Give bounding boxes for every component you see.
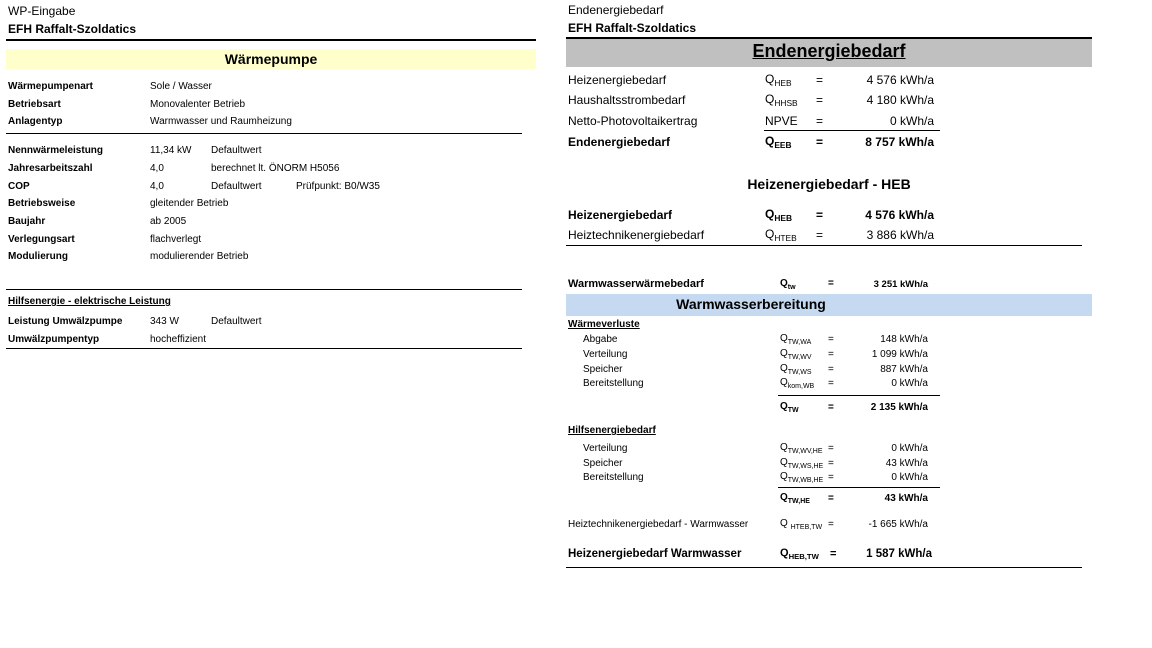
heb-ww-symbol: $Q_{HEB,TW}$: [780, 547, 819, 561]
equals: =: [828, 443, 834, 454]
energy-label: Heiztechnikenergiebedarf: [568, 228, 705, 242]
field-value: Warmwasser und Raumheizung: [150, 116, 292, 127]
aux-energy-title: Hilfsenergie - elektrische Leistung: [8, 296, 171, 307]
ww-demand-symbol: $Q_{tw}$: [780, 278, 796, 291]
aux-value: 0 kWh/a: [891, 443, 928, 454]
right-header-title: Endenergiebedarf: [568, 3, 664, 17]
equals: =: [828, 458, 834, 469]
aux-value: 0 kWh/a: [891, 472, 928, 483]
equals: =: [816, 93, 824, 107]
aux-total-value: 43 kWh/a: [884, 493, 928, 504]
aux-label: Verteilung: [583, 443, 628, 454]
field-note: Defaultwert: [211, 316, 262, 327]
equals: =: [828, 349, 834, 360]
equals: =: [828, 334, 834, 345]
sum-rule: [778, 487, 940, 488]
aux-total-symbol: $Q_{TW,HE}$: [780, 492, 810, 505]
field-label: Modulierung: [8, 251, 68, 262]
divider: [566, 245, 1082, 246]
loss-label: Abgabe: [583, 334, 618, 345]
energy-symbol: $Q_{EEB}$: [765, 134, 792, 150]
heat-pump-title: Wärmepumpe: [224, 51, 318, 67]
heb-ww-label: Heizenergiebedarf Warmwasser: [568, 548, 742, 560]
aux-symbol: $Q_{TW,WB,HE}$: [780, 471, 824, 484]
field-label: Betriebsart: [8, 99, 61, 110]
field-value: hocheffizient: [150, 334, 206, 345]
loss-label: Bereitstellung: [583, 378, 644, 389]
energy-symbol: NPVE: [765, 114, 798, 128]
field-value: 4,0: [150, 181, 164, 192]
energy-value: 4 576 kWh/a: [866, 73, 934, 87]
losses-title: Wärmeverluste: [568, 319, 640, 330]
aux-value: 43 kWh/a: [885, 458, 928, 469]
right-header-project: EFH Raffalt-Szoldatics: [568, 21, 697, 35]
loss-label: Verteilung: [583, 349, 628, 360]
energy-symbol: $Q_{HHSB}$: [765, 92, 798, 108]
energy-label: Netto-Photovoltaikertrag: [568, 114, 698, 128]
loss-total-symbol: $Q_{TW}$: [780, 401, 799, 414]
field-label: Betriebsweise: [8, 198, 76, 209]
field-value: modulierender Betrieb: [150, 251, 249, 262]
equals: =: [828, 472, 834, 483]
left-header-rule: [6, 39, 536, 41]
loss-label: Speicher: [583, 364, 623, 375]
heb-ww-value: 1 587 kWh/a: [866, 548, 932, 560]
energy-symbol: $Q_{HTEB}$: [765, 227, 797, 243]
field-value: Sole / Wasser: [150, 81, 212, 92]
energy-symbol: $Q_{HEB}$: [765, 72, 792, 88]
field-note: Defaultwert: [211, 145, 262, 156]
ww-demand-label: Warmwasserwärmebedarf: [568, 278, 704, 290]
divider: [6, 289, 522, 290]
field-note: Defaultwert: [211, 181, 262, 192]
energy-value: 3 886 kWh/a: [866, 228, 934, 242]
equals: =: [816, 73, 824, 87]
energy-value-total: 8 757 kWh/a: [865, 135, 934, 149]
field-value: gleitender Betrieb: [150, 198, 229, 209]
field-value: 343 W: [150, 316, 179, 327]
field-extra: Prüfpunkt: B0/W35: [296, 181, 380, 192]
field-label: Umwälzpumpentyp: [8, 334, 100, 345]
energy-label-total: Endenergiebedarf: [568, 135, 671, 149]
aux-demand-title: Hilfsenergiebedarf: [568, 425, 656, 436]
loss-value: 0 kWh/a: [891, 378, 928, 389]
equals: =: [828, 493, 834, 504]
energy-symbol: $Q_{HEB}$: [765, 207, 793, 223]
energy-value: 0 kWh/a: [889, 114, 934, 128]
equals: =: [816, 135, 824, 149]
equals: =: [828, 519, 834, 530]
hteb-ww-label: Heiztechnikenergiebedarf - Warmwasser: [568, 519, 749, 530]
field-label: Nennwärmeleistung: [8, 145, 104, 156]
left-header-project: EFH Raffalt-Szoldatics: [8, 22, 137, 36]
aux-label: Bereitstellung: [583, 472, 644, 483]
field-label: Jahresarbeitszahl: [8, 163, 93, 174]
field-value: ab 2005: [150, 216, 187, 227]
equals: =: [828, 278, 834, 289]
heb-title: Heizenergiebedarf - HEB: [747, 176, 911, 192]
hteb-ww-value: -1 665 kWh/a: [868, 519, 928, 530]
aux-symbol: $Q_{TW,WV,HE}$: [780, 442, 823, 455]
energy-value: 4 180 kWh/a: [866, 93, 934, 107]
field-label: Verlegungsart: [8, 234, 75, 245]
energy-label: Haushaltsstrombedarf: [568, 93, 686, 107]
hot-water-title: Warmwasserbereitung: [676, 296, 826, 312]
equals: =: [816, 208, 824, 222]
loss-symbol: $Q_{kom,WB}$: [780, 377, 815, 390]
field-label: Leistung Umwälzpumpe: [8, 316, 123, 327]
field-label: COP: [8, 181, 30, 192]
divider: [566, 567, 1082, 568]
field-value: flachverlegt: [150, 234, 202, 245]
loss-value: 1 099 kWh/a: [871, 349, 928, 360]
loss-symbol: $Q_{TW,WV}$: [780, 348, 812, 361]
aux-label: Speicher: [583, 458, 623, 469]
sum-rule: [764, 130, 940, 131]
hteb-ww-symbol: Q $_{HTEB,TW}$: [780, 518, 823, 531]
ww-demand-value: 3 251 kWh/a: [873, 279, 928, 290]
equals: =: [816, 114, 824, 128]
end-energy-title: Endenergiebedarf: [752, 41, 906, 61]
field-value: 4,0: [150, 163, 164, 174]
loss-symbol: $Q_{TW,WA}$: [780, 333, 812, 346]
divider: [6, 133, 522, 134]
energy-label: Heizenergiebedarf: [568, 208, 673, 222]
energy-label: Heizenergiebedarf: [568, 73, 667, 87]
field-value: Monovalenter Betrieb: [150, 99, 246, 110]
loss-symbol: $Q_{TW,WS}$: [780, 363, 812, 376]
equals: =: [828, 364, 834, 375]
energy-value: 4 576 kWh/a: [865, 208, 934, 222]
field-label: Baujahr: [8, 216, 46, 227]
field-value: 11,34 kW: [150, 145, 192, 156]
field-label: Anlagentyp: [8, 116, 63, 127]
equals: =: [830, 548, 837, 560]
equals: =: [828, 378, 834, 389]
left-header-title: WP-Eingabe: [8, 4, 76, 18]
sum-rule: [778, 395, 940, 396]
aux-symbol: $Q_{TW,WS,HE}$: [780, 457, 824, 470]
loss-total-value: 2 135 kWh/a: [870, 402, 928, 413]
divider: [6, 348, 522, 349]
loss-value: 887 kWh/a: [880, 364, 928, 375]
field-note: berechnet lt. ÖNORM H5056: [211, 163, 340, 174]
equals: =: [816, 228, 824, 242]
loss-value: 148 kWh/a: [880, 334, 928, 345]
field-label: Wärmepumpenart: [8, 81, 94, 92]
equals: =: [828, 402, 834, 413]
